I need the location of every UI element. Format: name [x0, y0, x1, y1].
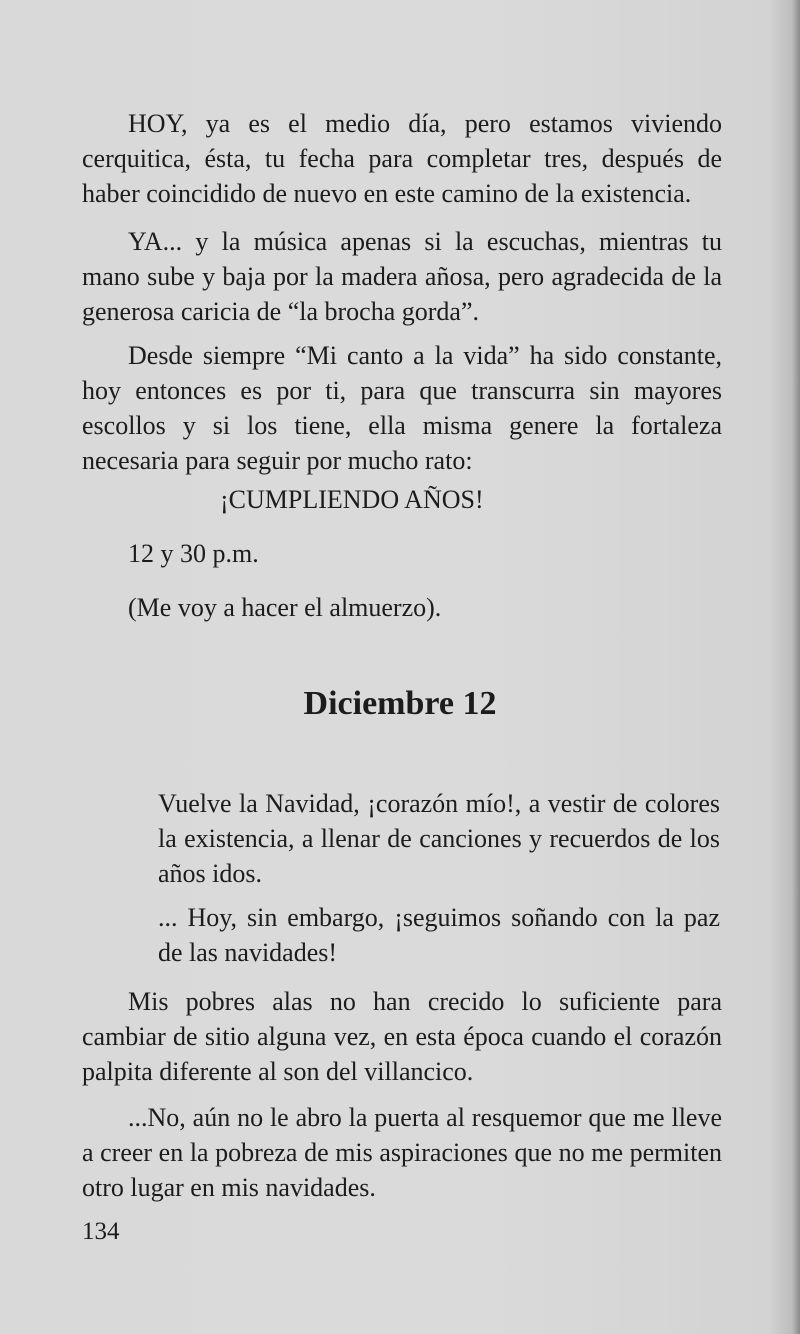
paragraph-no-aun: ...No, aún no le abro la puerta al resquemor que me lleve a creer en la pobreza de mis aspiraciones que no me permiten otro lugar en mis navidades.: [82, 1103, 722, 1202]
paragraph-vuelve: Vuelve la Navidad, ¡corazón mío!, a vestir de colores la existencia, a llenar de canciones y recuerdos de los años idos.: [158, 789, 720, 888]
paragraph-hoy: HOY, ya es el medio día, pero estamos viviendo cerquitica, ésta, tu fecha para completar tres, después de haber coincidido de nuevo en este camino de la existencia.: [82, 109, 722, 208]
section-heading: Diciembre 12: [303, 685, 497, 722]
time-line: 12 y 30 p.m.: [128, 539, 259, 568]
almuerzo-line: (Me voy a hacer el almuerzo).: [128, 593, 442, 622]
paragraph-mis-pobres-alas: Mis pobres alas no han crecido lo suficiente para cambiar de sitio alguna vez, en esta época cuando el corazón palpita diferente al son del villancico.: [82, 987, 722, 1086]
paragraph-hoy-sin-embargo: ... Hoy, sin embargo, ¡seguimos soñando con la paz de las navidades!: [158, 903, 720, 967]
page-number: 134: [82, 1218, 120, 1245]
paragraph-desde-siempre: Desde siempre “Mi canto a la vida” ha sido constante, hoy entonces es por ti, para que transcurra sin mayores escollos y si los tiene, ella misma genere la fortaleza necesaria para seguir por mucho rato:: [82, 341, 722, 475]
paragraph-ya: YA... y la música apenas si la escuchas, mientras tu mano sube y baja por la madera añosa, pero agradecida de la generosa caricia de “la brocha gorda”.: [82, 227, 722, 326]
exclamation-cumpliendo: ¡CUMPLIENDO AÑOS!: [220, 485, 484, 514]
